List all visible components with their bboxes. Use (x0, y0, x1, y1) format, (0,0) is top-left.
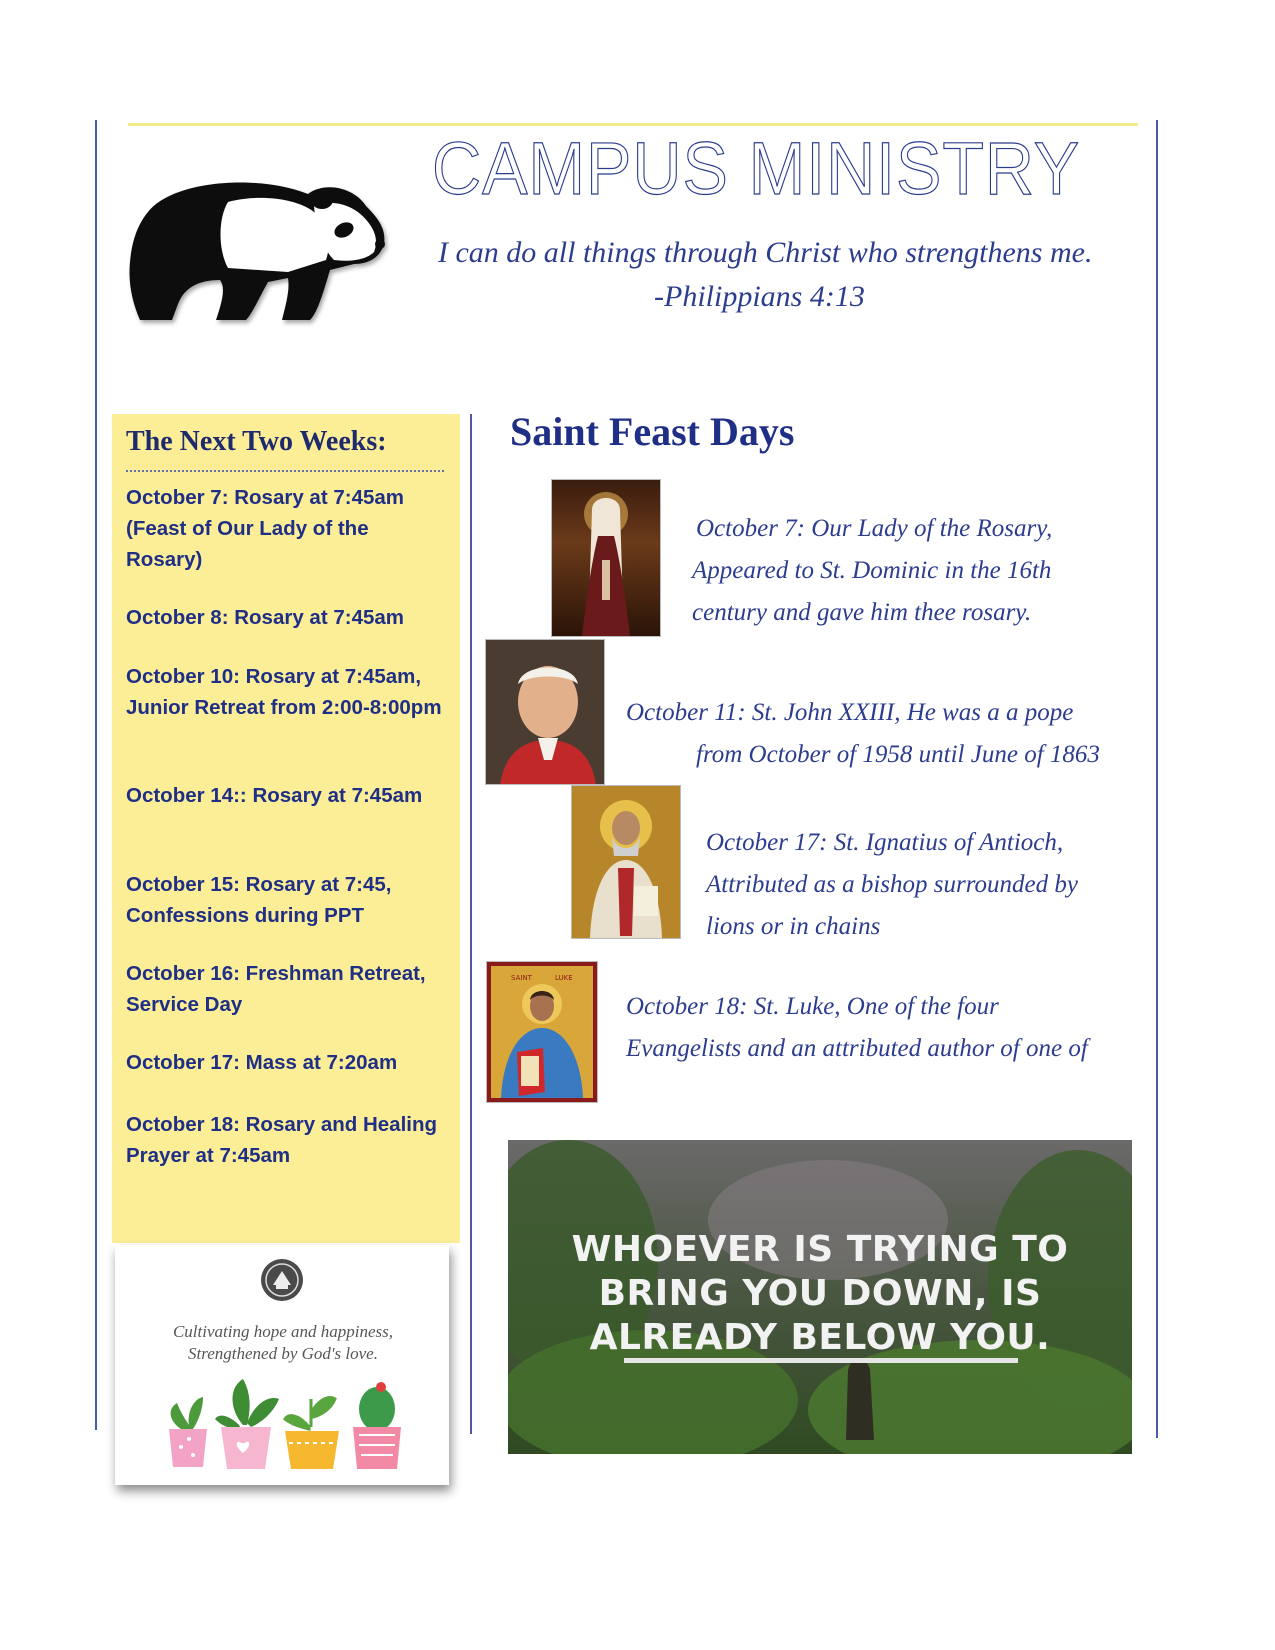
header-rule (128, 123, 1138, 126)
st-luke-image (487, 962, 597, 1102)
st-ignatius-image (572, 786, 680, 938)
card-motto: Cultivating hope and happiness, Strengthened by God's love. (172, 1322, 394, 1363)
schedule-event: October 10: Rosary at 7:45am, Junior Retreat from 2:00-8:00pm (126, 665, 442, 719)
schedule-event: October 14:: Rosary at 7:45am (126, 784, 423, 807)
potted-plants-icon (159, 1369, 409, 1473)
feast-days-heading: Saint Feast Days (510, 409, 795, 454)
dotted-divider (126, 470, 444, 472)
column-divider-line (470, 414, 472, 1434)
schedule-event: October 16: Freshman Retreat, Service Day (126, 962, 426, 1016)
banner-quote: WHOEVER IS TRYING TO BRING YOU DOWN, IS ALREADY BELOW YOU. (571, 1229, 1069, 1358)
schedule-event: October 18: Rosary and Healing Prayer at 7:45am (126, 1113, 438, 1167)
banner-underline (624, 1358, 1018, 1363)
school-seal-icon (259, 1257, 305, 1303)
feast-item-oct7: October 7: Our Lady of the Rosary, Appeared to St. Dominic in the 16th century and gave him thee rosary. (692, 515, 1053, 626)
page-title: CAMPUS MINISTRY (432, 127, 1081, 210)
feast-item-oct17: October 17: St. Ignatius of Antioch, Attributed as a bishop surrounded by lions or in chains (706, 829, 1078, 940)
schedule-heading: The Next Two Weeks: (126, 426, 387, 457)
schedule-panel (112, 414, 460, 1243)
feast-item-oct18: October 18: St. Luke, One of the four Evangelists and an attributed author of one of (626, 993, 1088, 1062)
plants-card (115, 1245, 449, 1485)
our-lady-rosary-image (552, 480, 660, 636)
icon-label-saint: SAINT (511, 974, 532, 982)
schedule-event: October 15: Rosary at 7:45, Confessions during PPT (126, 873, 392, 927)
scripture-quote: I can do all things through Christ who strengthens me. (438, 236, 1093, 269)
schedule-event: October 8: Rosary at 7:45am (126, 606, 405, 629)
feast-item-oct11: October 11: St. John XXIII, He was a a pope from October of 1958 until June of 1863 (626, 699, 1100, 768)
schedule-event: October 7: Rosary at 7:45am (Feast of Our Lady of the Rosary) (126, 486, 405, 571)
left-border-line (95, 120, 97, 1430)
right-border-line (1156, 120, 1158, 1438)
pope-john-xxiii-image (486, 640, 604, 784)
scripture-reference: -Philippians 4:13 (654, 280, 865, 313)
schedule-event: October 17: Mass at 7:20am (126, 1051, 398, 1074)
icon-label-luke: LUKE (555, 974, 573, 982)
panda-logo-icon (118, 172, 398, 332)
motivational-banner (508, 1140, 1132, 1454)
